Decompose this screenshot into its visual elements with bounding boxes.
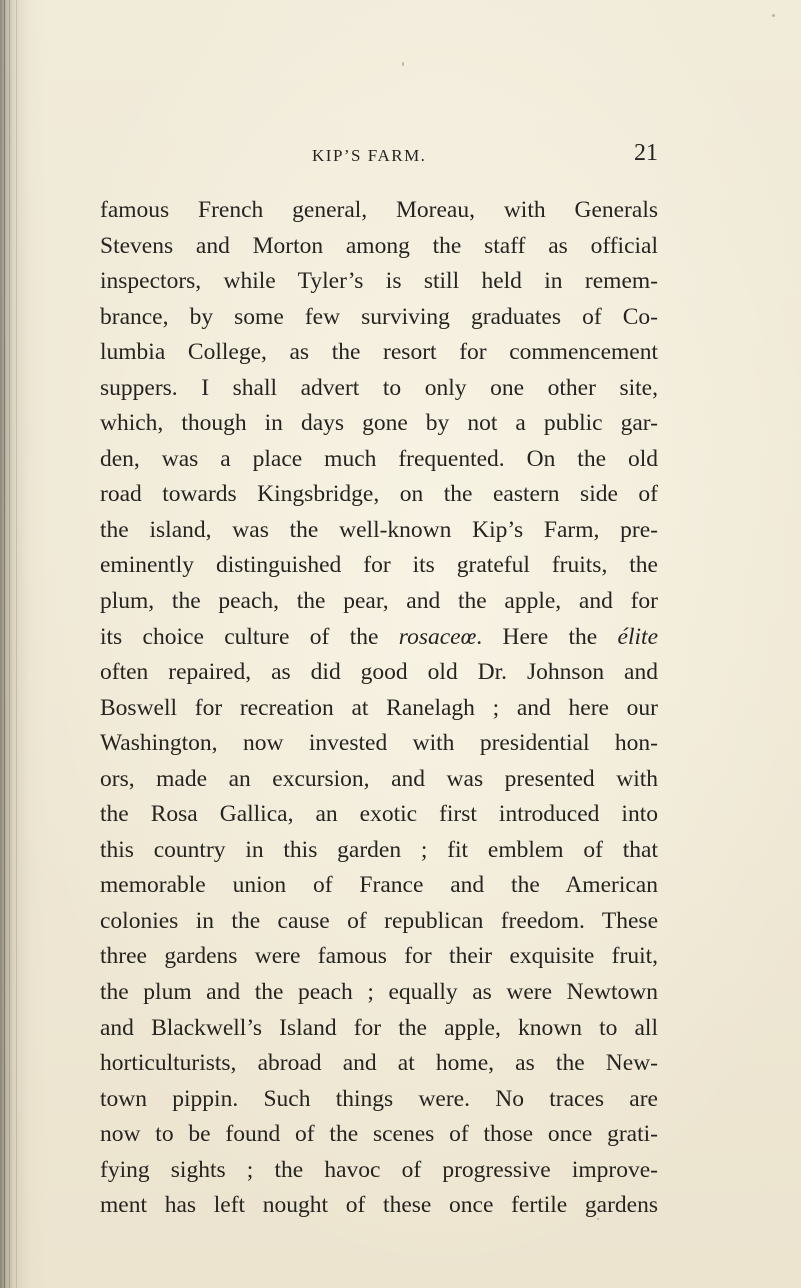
text-line: three gardens were famous for their exquisite fruit, (100, 943, 658, 970)
text-line: its choice culture of the rosaceœ. Here the élite (100, 623, 658, 650)
text-line: lumbia College, as the resort for commencement (100, 339, 658, 366)
binding-edge-line (9, 0, 10, 1288)
text-line: suppers. I shall advert to only one other site, (100, 374, 658, 401)
text-line: this country in this garden ; fit emblem of that (100, 836, 658, 863)
text-line: horticulturists, abroad and at home, as the New- (100, 1050, 658, 1077)
binding-edge-line (4, 0, 5, 1288)
italic-term: élite (617, 623, 658, 650)
page-header (100, 140, 658, 174)
text-line: the island, was the well-known Kip’s Farm, pre- (100, 516, 658, 543)
text-line: Boswell for recreation at Ranelagh ; and here our (100, 694, 658, 721)
text-line: and Blackwell’s Island for the apple, known to all (100, 1014, 658, 1041)
italic-term: rosaceœ (398, 623, 477, 650)
text-line: memorable union of France and the American (100, 872, 658, 899)
text-line: Washington, now invested with presidential hon- (100, 730, 658, 757)
text-line: road towards Kingsbridge, on the eastern side of (100, 481, 658, 508)
page-number: 21 (634, 140, 658, 166)
text-line: which, though in days gone by not a public gar- (100, 410, 658, 437)
text-line: famous French general, Moreau, with Generals (100, 197, 658, 223)
text-line: town pippin. Such things were. No traces are (100, 1085, 658, 1112)
text-line: colonies in the cause of republican freedom. These (100, 907, 658, 934)
text-line: ors, made an excursion, and was presented with (100, 765, 658, 792)
text-line: den, was a place much frequented. On the old (100, 445, 658, 472)
text-line: Stevens and Morton among the staff as official (100, 232, 658, 259)
text-line: now to be found of the scenes of those once grati- (100, 1121, 658, 1148)
paper-speck (402, 62, 404, 66)
text-line: plum, the peach, the pear, and the apple, and for (100, 588, 658, 615)
book-binding-shadow (0, 0, 48, 1288)
body-text (100, 193, 658, 1224)
text-line: the Rosa Gallica, an exotic first introduced into (100, 801, 658, 828)
text-line: ment has left nought of these once fertile gardens (100, 1192, 658, 1219)
running-head: KIP’S FARM. (312, 146, 427, 165)
binding-edge-line (16, 0, 17, 1288)
text-line: the plum and the peach ; equally as were Newtown (100, 979, 658, 1006)
text-line: inspectors, while Tyler’s is still held in remem- (100, 268, 658, 295)
paper-speck (772, 14, 775, 17)
text-line: brance, by some few surviving graduates of Co- (100, 303, 658, 330)
text-line: fying sights ; the havoc of progressive improve- (100, 1156, 658, 1183)
text-line: eminently distinguished for its grateful fruits, the (100, 552, 658, 579)
text-line: often repaired, as did good old Dr. Johnson and (100, 659, 658, 686)
